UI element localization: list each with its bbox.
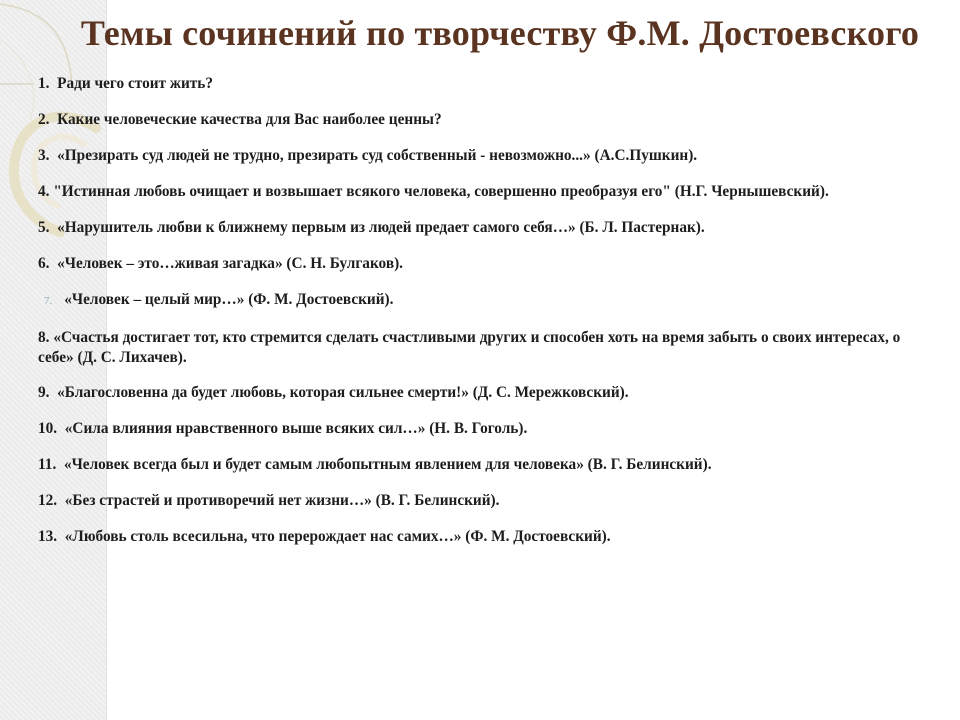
topic-item-10 bbox=[38, 419, 930, 438]
topic-number: 3. bbox=[38, 147, 50, 164]
topic-text: «Человек – целый мир…» (Ф. М. Достоевский). bbox=[64, 291, 394, 308]
topic-text: «Сила влияния нравственного выше всяких сил…» (Н. В. Гоголь). bbox=[64, 420, 528, 437]
topic-number: 13. bbox=[38, 528, 58, 545]
topic-item-3 bbox=[38, 146, 930, 165]
topic-text: «Благословенна да будет любовь, которая сильнее смерти!» (Д. С. Мережковский). bbox=[57, 384, 629, 401]
topic-number: 1. bbox=[38, 75, 50, 92]
topic-item-2 bbox=[38, 110, 930, 129]
topic-number: 4. bbox=[38, 183, 50, 200]
topic-item-12 bbox=[38, 491, 930, 510]
topic-number: 9. bbox=[38, 384, 50, 401]
topic-number: 6. bbox=[38, 255, 50, 272]
topic-number: 11. bbox=[38, 456, 57, 473]
topic-number: 5. bbox=[38, 219, 50, 236]
topic-item-9 bbox=[38, 383, 930, 402]
topic-item-7 bbox=[38, 290, 930, 311]
topic-number: 12. bbox=[38, 492, 58, 509]
topic-item-8 bbox=[38, 328, 918, 368]
topic-text: Какие человеческие качества для Вас наиболее ценны? bbox=[57, 111, 442, 128]
topic-number: 10. bbox=[38, 420, 58, 437]
topic-text: «Счастья достигает тот, кто стремится сделать счастливыми других и способен хоть на время забыть о своих интересах, о себе» (Д. С. Лихачев). bbox=[38, 329, 901, 366]
topic-text: "Истинная любовь очищает и возвышает всякого человека, совершенно преобразуя его" (Н.Г. Чернышевский). bbox=[53, 183, 829, 200]
topics-list bbox=[38, 74, 930, 563]
topic-item-13 bbox=[38, 527, 930, 546]
topic-text: «Нарушитель любви к ближнему первым из людей предает самого себя…» (Б. Л. Пастернак). bbox=[57, 219, 705, 236]
topic-item-4 bbox=[38, 182, 930, 201]
topic-item-1 bbox=[38, 74, 930, 93]
topic-text: «Любовь столь всесильна, что перерождает нас самих…» (Ф. М. Достоевский). bbox=[64, 528, 611, 545]
page-title: Темы сочинений по творчеству Ф.М. Достоевского bbox=[80, 13, 920, 53]
topic-text: «Без страстей и противоречий нет жизни…» (В. Г. Белинский). bbox=[64, 492, 500, 509]
topic-number: 8. bbox=[38, 329, 50, 346]
topic-text: «Человек всегда был и будет самым любопытным явлением для человека» (В. Г. Белинский). bbox=[63, 456, 712, 473]
topic-number: 7. bbox=[44, 295, 53, 307]
topic-text: Ради чего стоит жить? bbox=[57, 75, 214, 92]
topic-item-11 bbox=[38, 455, 930, 474]
topic-number: 2. bbox=[38, 111, 50, 128]
topic-item-5 bbox=[38, 218, 930, 237]
topic-text: «Человек – это…живая загадка» (С. Н. Булгаков). bbox=[57, 255, 404, 272]
topic-item-6 bbox=[38, 254, 930, 273]
topic-text: «Презирать суд людей не трудно, презирать суд собственный - невозможно...» (А.С.Пушкин). bbox=[57, 147, 698, 164]
